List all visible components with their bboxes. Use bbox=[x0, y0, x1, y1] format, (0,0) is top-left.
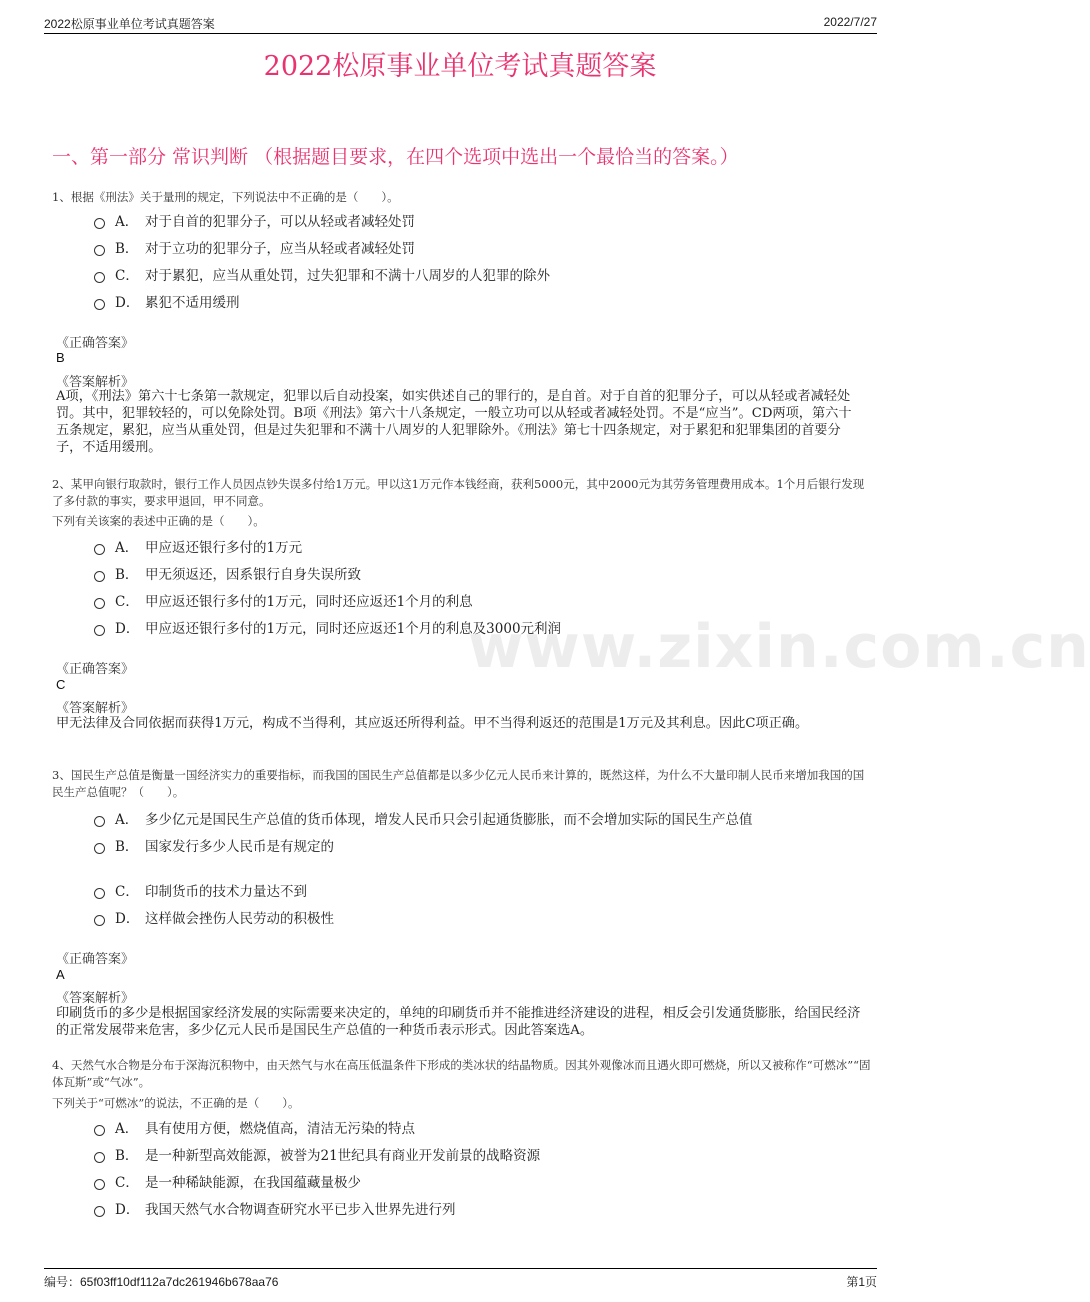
question-stem: 4、天然气水合物是分布于深海沉积物中，由天然气与水在高压低温条件下形成的类冰状的结晶物质。因其外观像冰而且遇火即可燃烧，所以又被称作“可燃冰”“固体瓦斯”或“气冰”。 bbox=[52, 1058, 871, 1089]
analysis-label: 《答案解析》 bbox=[56, 701, 135, 716]
radio-icon[interactable] bbox=[94, 915, 105, 926]
radio-icon[interactable] bbox=[94, 816, 105, 827]
radio-icon[interactable] bbox=[94, 1206, 105, 1217]
option-c[interactable]: C． 是一种稀缺能源，在我国蕴藏量极少 bbox=[94, 1171, 361, 1191]
radio-icon[interactable] bbox=[94, 598, 105, 609]
option-d[interactable]: D． 这样做会挫伤人民劳动的积极性 bbox=[94, 907, 334, 927]
correct-answer-label: 《正确答案》 bbox=[56, 336, 135, 351]
radio-icon[interactable] bbox=[94, 245, 105, 256]
option-c[interactable]: C． 印制货币的技术力量达不到 bbox=[94, 880, 307, 900]
radio-icon[interactable] bbox=[94, 1152, 105, 1163]
question-stem-followup: 下列关于“可燃冰”的说法，不正确的是（ ）。 bbox=[52, 1096, 300, 1110]
radio-icon[interactable] bbox=[94, 544, 105, 555]
option-d[interactable]: D． 甲应返还银行多付的1万元，同时还应返还1个月的利息及3000元利润 bbox=[94, 617, 561, 637]
watermark: www.zixin.com.cn bbox=[468, 612, 1090, 682]
footer-page-number: 第1页 bbox=[846, 1275, 877, 1289]
option-c[interactable]: C． 对于累犯，应当从重处罚，过失犯罪和不满十八周岁的人犯罪的除外 bbox=[94, 264, 550, 284]
analysis-label: 《答案解析》 bbox=[56, 991, 135, 1006]
radio-icon[interactable] bbox=[94, 272, 105, 283]
radio-icon[interactable] bbox=[94, 625, 105, 636]
option-d[interactable]: D． 累犯不适用缓刑 bbox=[94, 291, 240, 311]
radio-icon[interactable] bbox=[94, 571, 105, 582]
radio-icon[interactable] bbox=[94, 843, 105, 854]
page-header bbox=[44, 12, 877, 34]
analysis-text: 印刷货币的多少是根据国家经济发展的实际需要来决定的，单纯的印刷货币并不能推进经济建设的进程，相反会引发通货膨胀，给国民经济的正常发展带来危害，多少亿元人民币是国民生产总值的一种货币表示形式。因此答案选A。 bbox=[56, 1006, 861, 1038]
section-heading: 一、第一部分 常识判断 （根据题目要求，在四个选项中选出一个最恰当的答案。） bbox=[52, 146, 739, 168]
radio-icon[interactable] bbox=[94, 218, 105, 229]
correct-answer: A bbox=[56, 967, 65, 982]
option-a[interactable]: A． 具有使用方便，燃烧值高，清洁无污染的特点 bbox=[94, 1117, 415, 1137]
question-stem-followup: 下列有关该案的表述中正确的是（ ）。 bbox=[52, 514, 265, 528]
option-b[interactable]: B． 是一种新型高效能源，被誉为21世纪具有商业开发前景的战略资源 bbox=[94, 1144, 540, 1164]
header-date: 2022/7/27 bbox=[823, 15, 877, 29]
footer-doc-id: 编号：65f03ff10df112a7dc261946b678aa76 bbox=[44, 1275, 279, 1289]
option-a[interactable]: A． 多少亿元是国民生产总值的货币体现，增发人民币只会引起通货膨胀，而不会增加实际的国民生产总值 bbox=[94, 808, 753, 828]
option-a[interactable]: A． 甲应返还银行多付的1万元 bbox=[94, 536, 302, 556]
question-stem: 1、根据《刑法》关于量刑的规定，下列说法中不正确的是（ ）。 bbox=[52, 190, 399, 204]
correct-answer: C bbox=[56, 677, 66, 692]
question-stem: 2、某甲向银行取款时，银行工作人员因点钞失误多付给1万元。甲以这1万元作本钱经商，获利5000元，其中2000元为其劳务管理费用成本。1个月后银行发现了多付款的事实，要求甲退回，甲不同意。 bbox=[52, 477, 865, 508]
radio-icon[interactable] bbox=[94, 1125, 105, 1136]
question-stem: 3、国民生产总值是衡量一国经济实力的重要指标，而我国的国民生产总值都是以多少亿元人民币来计算的，既然这样，为什么不大量印制人民币来增加我国的国民生产总值呢？（ ）。 bbox=[52, 768, 865, 799]
analysis-label: 《答案解析》 bbox=[56, 375, 135, 390]
option-b[interactable]: B． 对于立功的犯罪分子，应当从轻或者减轻处罚 bbox=[94, 237, 415, 257]
radio-icon[interactable] bbox=[94, 299, 105, 310]
option-d[interactable]: D． 我国天然气水合物调查研究水平已步入世界先进行列 bbox=[94, 1198, 456, 1218]
option-a[interactable]: A． 对于自首的犯罪分子，可以从轻或者减轻处罚 bbox=[94, 210, 415, 230]
option-b[interactable]: B． 甲无须返还，因系银行自身失误所致 bbox=[94, 563, 361, 583]
header-doc-title: 2022松原事业单位考试真题答案 bbox=[44, 17, 215, 31]
correct-answer-label: 《正确答案》 bbox=[56, 952, 135, 967]
analysis-text: A项，《刑法》第六十七条第一款规定，犯罪以后自动投案，如实供述自己的罪行的，是自首。对于自首的犯罪分子，可以从轻或者减轻处罚。其中，犯罪较轻的，可以免除处罚。B项《刑法》第六十八条规定，一般立功可以从轻或者减轻处罚。不是“应当”。CD两项，第六十五条规定，累犯，应当从重处罚，但是过失犯罪和不满十八周岁的人犯罪除外。《刑法》第七十四条规定，对于累犯和犯罪集团的首要分子，不适用缓刑。 bbox=[56, 389, 852, 455]
page-title: 2022松原事业单位考试真题答案 bbox=[263, 51, 657, 82]
option-b[interactable]: B． 国家发行多少人民币是有规定的 bbox=[94, 835, 334, 855]
correct-answer-label: 《正确答案》 bbox=[56, 662, 135, 677]
radio-icon[interactable] bbox=[94, 888, 105, 899]
page-footer bbox=[44, 1268, 877, 1292]
radio-icon[interactable] bbox=[94, 1179, 105, 1190]
option-c[interactable]: C． 甲应返还银行多付的1万元，同时还应返还1个月的利息 bbox=[94, 590, 473, 610]
correct-answer: B bbox=[56, 350, 65, 365]
analysis-text: 甲无法律及合同依据而获得1万元，构成不当得利，其应返还所得利益。甲不当得利返还的范围是1万元及其利息。因此C项正确。 bbox=[56, 716, 809, 731]
